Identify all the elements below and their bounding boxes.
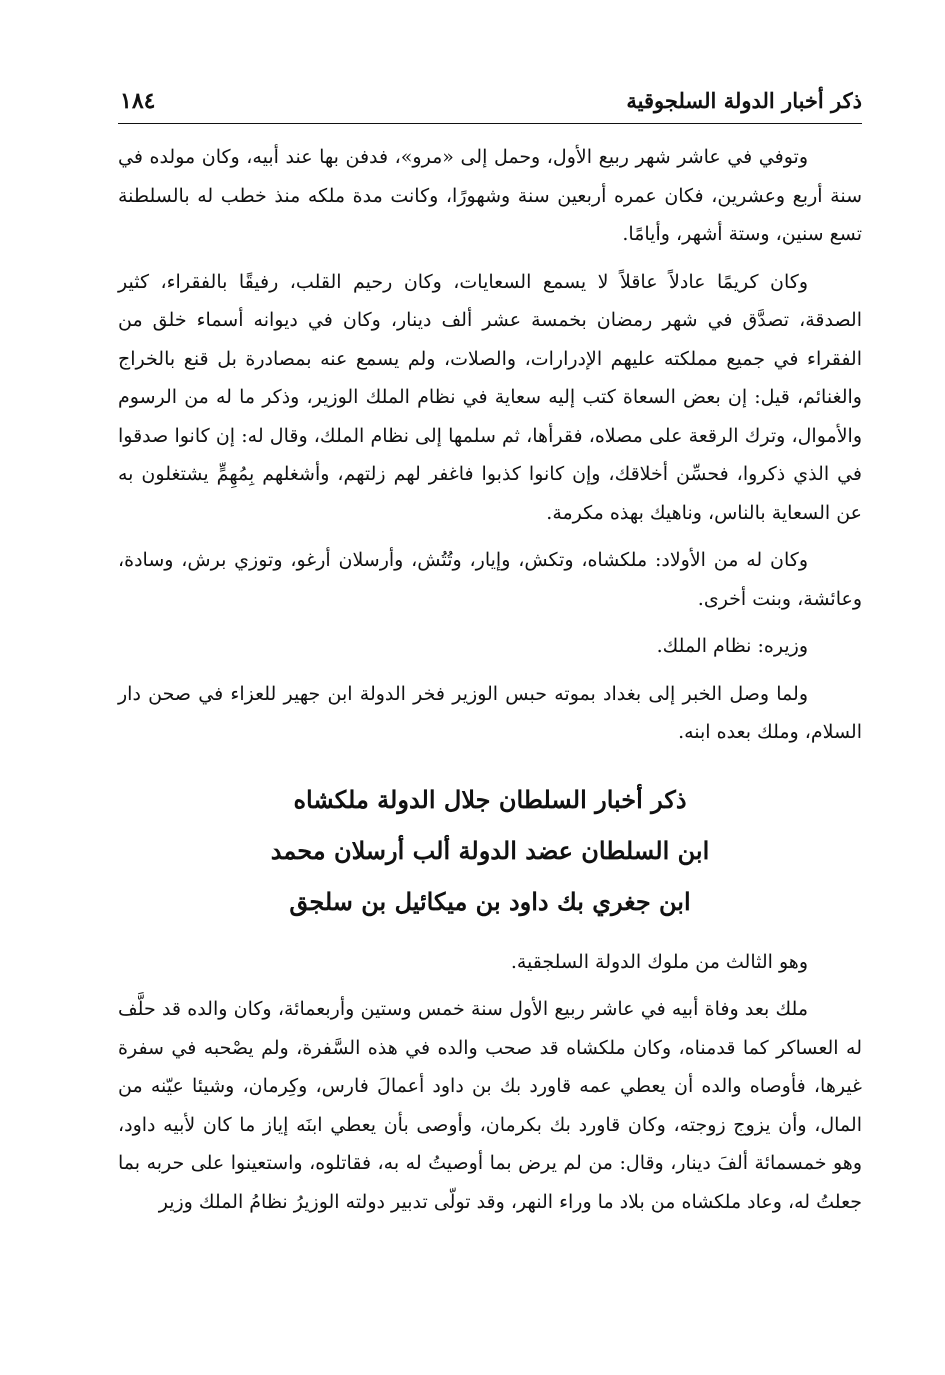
header-rule <box>118 123 862 124</box>
page-header <box>118 86 862 120</box>
section-heading-line-2: ابن السلطان عضد الدولة ألب أرسلان محمد <box>270 835 710 865</box>
paragraph-reign-start: ملك بعد وفاة أبيه في عاشر ربيع الأول سنة خمس وستين وأربعمائة، وكان والده قد حلَّف له العساكر كما قدمناه، وكان ملكشاه قد صحب والده في هذه السَّفرة، ولم يصْحبه في سفرة غيرها، فأوصاه والده أن يعطي عمه قاورد بك بن داود أعمالَ فارس، وكِرمان، وشيئا عيّنه من المال، وأن يزوج زوجته، وكان قاورد بك بكرمان، وأوصى بأن يعطي ابنَه إياز ما كان لأبيه داود، وهو خمسمائة ألفَ دينار، وقال: من لم يرض بما أوصيتُ له به، فقاتلوه، واستعينوا على حربه بما جعلتُ له، وعاد ملكشاه من بلاد ما وراء النهر، وقد تولّى تدبير دولته الوزيرُ نظامُ الملك وزير <box>118 998 862 1213</box>
section-heading <box>118 774 862 927</box>
section-heading-line-1: ذكر أخبار السلطان جلال الدولة ملكشاه <box>293 784 687 814</box>
paragraph-death-of-sultan: وتوفي في عاشر شهر ربيع الأول، وحمل إلى «مرو»، فدفن بها عند أبيه، وكان مولده في سنة أربع وعشرين، فكان عمره أربعين سنة وشهورًا، وكانت مدة ملكه منذ خطب له بالسلطنة تسع سنين، وستة أشهر، وأيامًا. <box>118 146 862 245</box>
section-heading-line-3: ابن جغري بك داود بن ميكائيل بن سلجق <box>289 886 691 916</box>
paragraph-character: وكان كريمًا عادلاً عاقلاً لا يسمع السعايات، وكان رحيم القلب، رفيقًا بالفقراء، كثير الصدقة، تصدَّق في شهر رمضان بخمسة عشر ألف دينار، وكان في ديوانه أسماء خلق من الفقراء في جميع مملكته عليهم الإدرارات، والصلات، ولم يسمع عنه بمصادرة بل قنع بالخراج والغنائم، قيل: إن بعض السعاة كتب إليه سعاية في نظام الملك الوزير، وذكر ما له من الرسوم والأموال، وترك الرقعة على مصلاه، فقرأها، ثم سلمها إلى نظام الملك، وقال له: إن كانوا صدقوا في الذي ذكروا، فحسِّن أخلاقك، وإن كانوا كذبوا فاغفر لهم زلتهم، وأشغلهم بِمُهِمٍّ يشتغلون به عن السعاية بالناس، وناهيك بهذه مكرمة. <box>118 270 862 524</box>
page-number: ١٨٤ <box>120 88 156 114</box>
paragraph-vizier: وزيره: نظام الملك. <box>656 635 808 657</box>
body-text <box>118 138 862 1230</box>
paragraph-third-king: وهو الثالث من ملوك الدولة السلجقية. <box>510 950 808 973</box>
paragraph-children: وكان له من الأولاد: ملكشاه، وتكش، وإيار، وتُتُش، وأرسلان أرغو، وتوزي برش، وسادة، وعائشة، وبنت أخرى. <box>118 549 862 610</box>
paragraph-news-baghdad: ولما وصل الخبر إلى بغداد بموته حبس الوزير فخر الدولة ابن جهير للعزاء في صحن دار السلام، وملك بعده ابنه. <box>118 682 862 743</box>
running-title: ذكر أخبار الدولة السلجوقية <box>626 88 862 113</box>
